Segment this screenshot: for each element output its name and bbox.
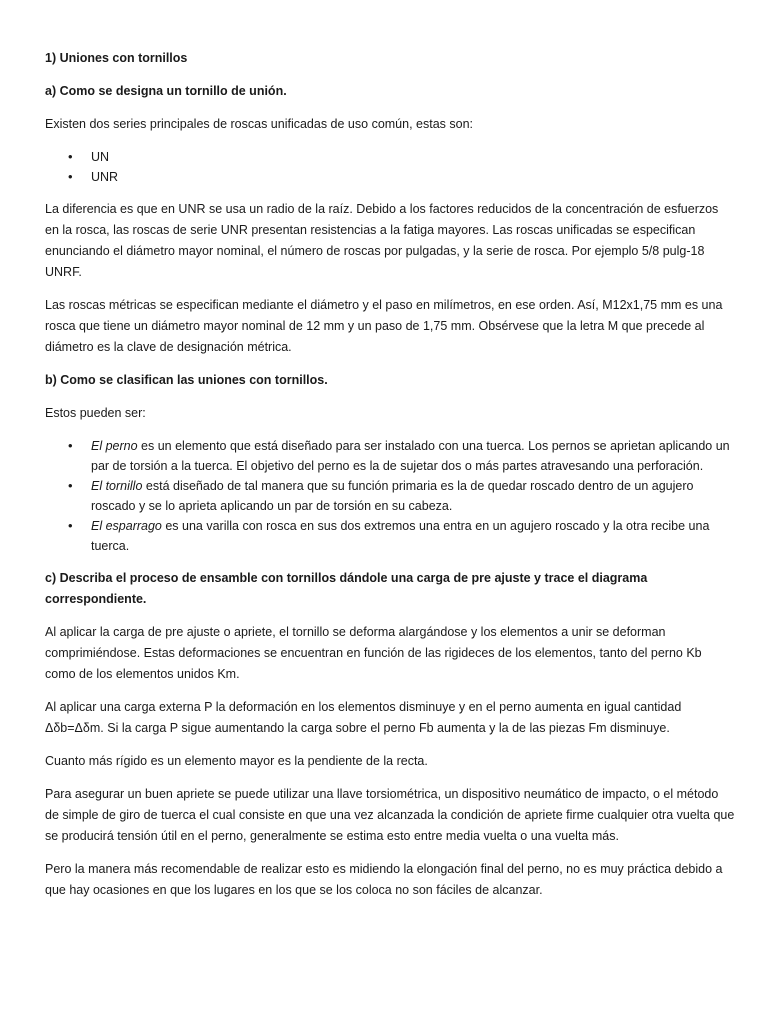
term-perno-description: es un elemento que está diseñado para ser instalado con una tuerca. Los pernos se aprietan aplicando un par de torsión a la tuerca. El objetivo del perno es la de sujetar dos o más partes atravesando una perforación.: [91, 439, 730, 473]
term-tornillo-description: está diseñado de tal manera que su función primaria es la de quedar roscado dentro de un agujero roscado y se lo aprieta aplicando un par de torsión en su cabeza.: [91, 479, 694, 513]
question-c-heading: c) Describa el proceso de ensamble con tornillos dándole una carga de pre ajuste y trace el diagrama correspondiente.: [45, 571, 648, 606]
thread-series-list: [45, 147, 735, 187]
question-c-paragraph-5: Pero la manera más recomendable de realizar esto es midiendo la elongación final del perno, no es muy práctica debido a que hay ocasiones en que los lugares en los que se los coloca no son fáciles de alcanzar.: [45, 862, 723, 897]
question-b-heading: b) Como se clasifican las uniones con tornillos.: [45, 373, 328, 387]
list-item: [45, 476, 735, 516]
section-title: 1) Uniones con tornillos: [45, 51, 188, 65]
question-c-paragraph-1: Al aplicar la carga de pre ajuste o apriete, el tornillo se deforma alargándose y los elementos a unir se deforman comprimiéndose. Estas deformaciones se encuentran en función de las rigideces de los elementos, tanto del perno Kb como de los elementos unidos Km.: [45, 625, 702, 681]
list-item: [45, 516, 735, 556]
list-item: • UN: [45, 147, 735, 167]
fastener-types-list: [45, 436, 735, 556]
document-page: [45, 48, 735, 901]
question-a-paragraph-2: Las roscas métricas se especifican mediante el diámetro y el paso en milímetros, en ese orden. Así, M12x1,75 mm es una rosca que tiene un diámetro mayor nominal de 12 mm y un paso de 1,75 mm. Obsérvese que la letra M que precede al diámetro es la clave de designación métrica.: [45, 298, 723, 354]
question-a-paragraph-1: La diferencia es que en UNR se usa un radio de la raíz. Debido a los factores reducidos de la concentración de esfuerzos en la rosca, las roscas de serie UNR presentan resistencias a la fatiga mayores. Las roscas unificadas se especifican enunciando el diámetro mayor nominal, el número de roscas por pulgadas, y la serie de rosca. Por ejemplo 5/8 pulg-18 UNRF.: [45, 202, 719, 279]
list-item: [45, 436, 735, 476]
question-a-heading: a) Como se designa un tornillo de unión.: [45, 84, 287, 98]
question-c-paragraph-3: Cuanto más rígido es un elemento mayor es la pendiente de la recta.: [45, 754, 428, 768]
question-b-intro: Estos pueden ser:: [45, 406, 146, 420]
term-esparrago: El esparrago: [91, 519, 162, 533]
term-esparrago-description: es una varilla con rosca en sus dos extremos una entra en un agujero roscado y la otra recibe una tuerca.: [91, 519, 710, 553]
question-a-intro: Existen dos series principales de roscas unificadas de uso común, estas son:: [45, 117, 474, 131]
list-item: • UNR: [45, 167, 735, 187]
question-c-paragraph-4: Para asegurar un buen apriete se puede utilizar una llave torsiométrica, un dispositivo neumático de impacto, o el método de simple de giro de tuerca el cual consiste en que una vez alcanzada la condición de apriete firme cualquier otra vuelta que se producirá tensión útil en el perno, generalmente se estima esto entre media vuelta o una vuelta más.: [45, 787, 735, 843]
term-perno: El perno: [91, 439, 138, 453]
question-c-paragraph-2: Al aplicar una carga externa P la deformación en los elementos disminuye y en el perno aumenta en igual cantidad Δδb=Δδm. Si la carga P sigue aumentando la carga sobre el perno Fb aumenta y la de las piezas Fm disminuye.: [45, 700, 682, 735]
term-tornillo: El tornillo: [91, 479, 143, 493]
